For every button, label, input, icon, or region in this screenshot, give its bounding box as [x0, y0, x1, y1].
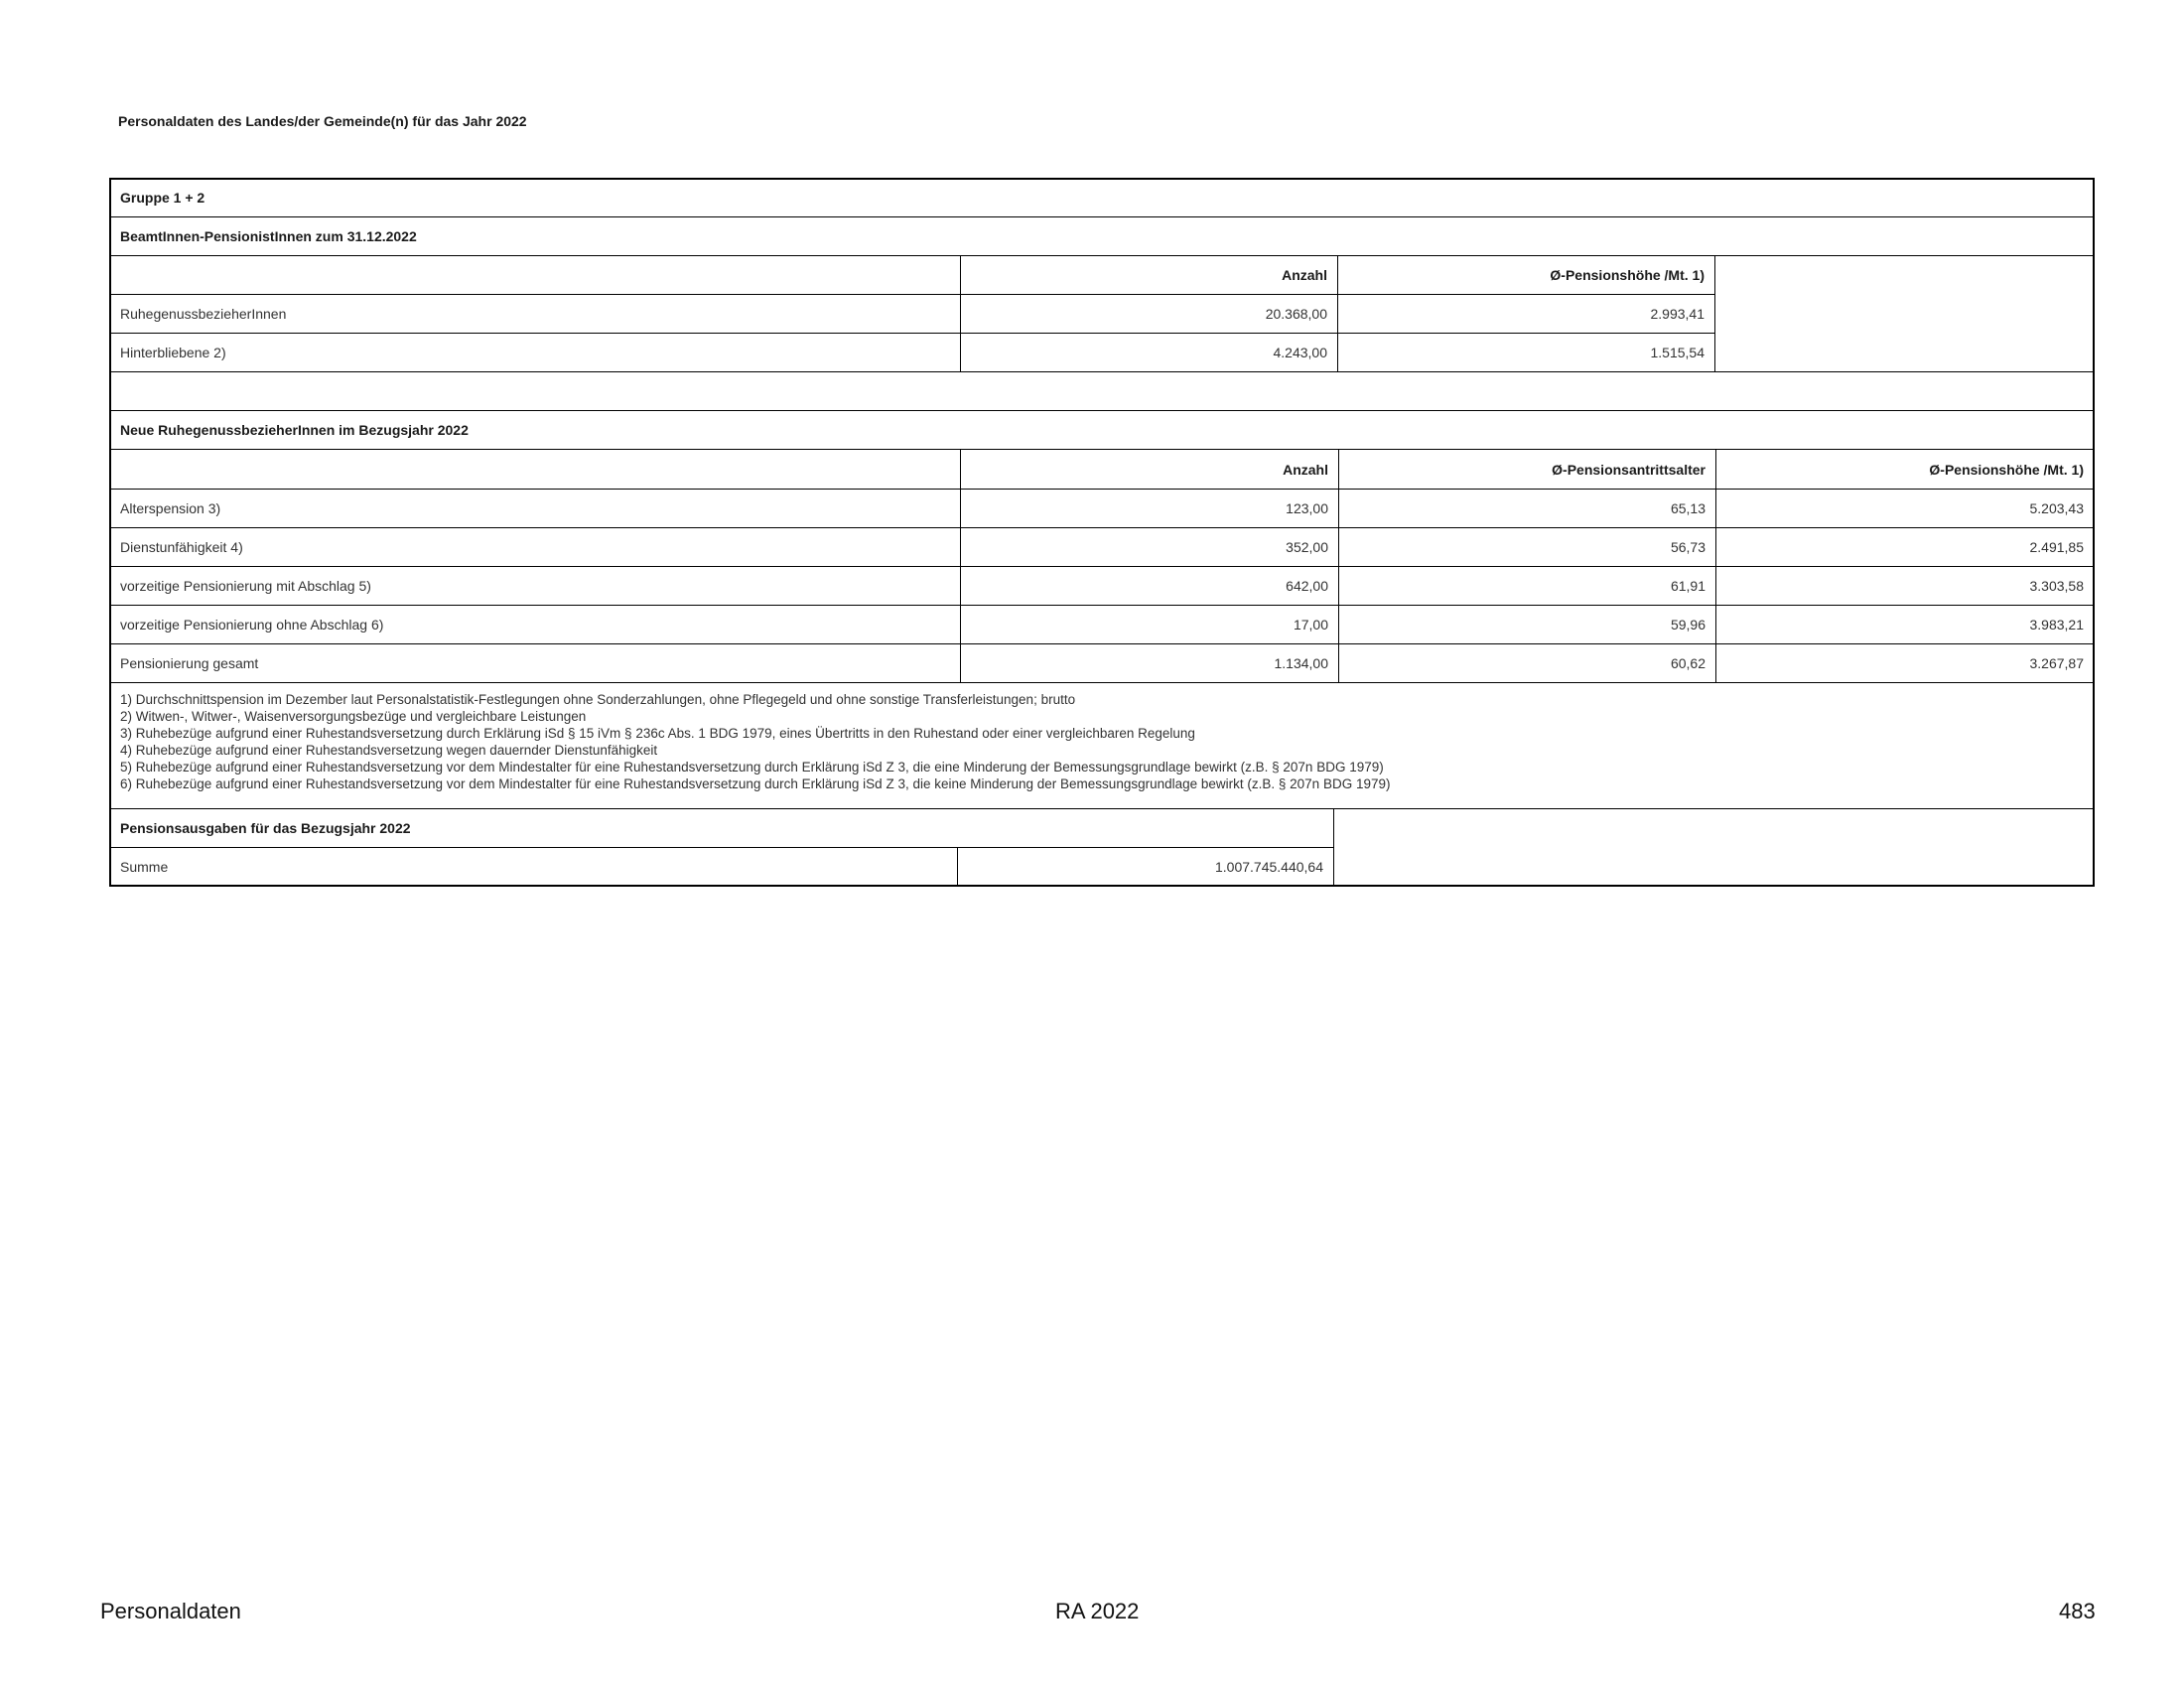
- table-row-label: Alterspension 3): [109, 489, 961, 528]
- table-cell-pensionshoehe: 2.993,41: [1337, 294, 1715, 334]
- table-cell-antrittsalter: 61,91: [1338, 566, 1716, 606]
- section2-col-anzahl: Anzahl: [960, 449, 1339, 490]
- group-header: Gruppe 1 + 2: [109, 178, 2095, 217]
- table-cell-anzahl: 20.368,00: [960, 294, 1338, 334]
- table-cell-pensionshoehe: 5.203,43: [1715, 489, 2095, 528]
- table-cell-pensionshoehe: 3.303,58: [1715, 566, 2095, 606]
- document-title: Personaldaten des Landes/der Gemeinde(n) für das Jahr 2022: [118, 113, 527, 129]
- table-cell-anzahl: 352,00: [960, 527, 1339, 567]
- table-cell-antrittsalter: 59,96: [1338, 605, 1716, 644]
- table-cell-anzahl: 4.243,00: [960, 333, 1338, 372]
- section2-col-pensionshoehe: Ø-Pensionshöhe /Mt. 1): [1715, 449, 2095, 490]
- footer-center: RA 2022: [1055, 1599, 1140, 1623]
- table-row-label: RuhegenussbezieherInnen: [109, 294, 961, 334]
- footnote: 2) Witwen-, Witwer-, Waisenversorgungsbezüge und vergleichbare Leistungen: [120, 709, 587, 724]
- footnote: 4) Ruhebezüge aufgrund einer Ruhestandsversetzung wegen dauernder Dienstunfähigkeit: [120, 743, 658, 758]
- table-cell-antrittsalter: 56,73: [1338, 527, 1716, 567]
- table-cell-antrittsalter: 60,62: [1338, 643, 1716, 683]
- section1-col-pensionshoehe: Ø-Pensionshöhe /Mt. 1): [1337, 255, 1715, 295]
- table-cell-pensionshoehe: 3.267,87: [1715, 643, 2095, 683]
- summe-value: 1.007.745.440,64: [957, 847, 1334, 887]
- table-cell-pensionshoehe: 2.491,85: [1715, 527, 2095, 567]
- table-cell-anzahl: 17,00: [960, 605, 1339, 644]
- table-cell-pensionshoehe: 1.515,54: [1337, 333, 1715, 372]
- section2-col-antrittsalter: Ø-Pensionsantrittsalter: [1338, 449, 1716, 490]
- section1-header-blank: [109, 255, 961, 295]
- section1-side-blank: [1714, 255, 2095, 372]
- table-cell-anzahl: 642,00: [960, 566, 1339, 606]
- footnote: 6) Ruhebezüge aufgrund einer Ruhestandsversetzung vor dem Mindestalter für eine Ruhestandsversetzung durch Erklärung iSd Z 3, die keine Minderung der Bemessungsgrundlage bewirkt (z.B. § 207n BDG 1979): [120, 776, 1391, 791]
- section2-title: Neue RuhegenussbezieherInnen im Bezugsjahr 2022: [109, 410, 2095, 450]
- footnote: 1) Durchschnittspension im Dezember laut Personalstatistik-Festlegungen ohne Sonderzahlungen, ohne Pflegegeld und ohne sonstige Transferleistungen; brutto: [120, 692, 1076, 707]
- table-cell-pensionshoehe: 3.983,21: [1715, 605, 2095, 644]
- footnotes: [109, 682, 2095, 809]
- section2-header-blank: [109, 449, 961, 490]
- table-row-label: Hinterbliebene 2): [109, 333, 961, 372]
- section3-title: Pensionsausgaben für das Bezugsjahr 2022: [109, 808, 1334, 848]
- table-cell-anzahl: 123,00: [960, 489, 1339, 528]
- section1-col-anzahl: Anzahl: [960, 255, 1338, 295]
- table-row-label: vorzeitige Pensionierung ohne Abschlag 6): [109, 605, 961, 644]
- table-cell-antrittsalter: 65,13: [1338, 489, 1716, 528]
- table-row-label: Pensionierung gesamt: [109, 643, 961, 683]
- section1-title: BeamtInnen-PensionistInnen zum 31.12.2022: [109, 216, 2095, 256]
- spacer-row: [109, 371, 2095, 411]
- table-cell-anzahl: 1.134,00: [960, 643, 1339, 683]
- footer-page-number: 483: [2059, 1599, 2096, 1623]
- footnote: 3) Ruhebezüge aufgrund einer Ruhestandsversetzung durch Erklärung iSd § 15 iVm § 236c Abs. 1 BDG 1979, eines Übertritts in den Ruhestand oder einer vergleichbaren Regelung: [120, 726, 1195, 741]
- section3-side-blank: [1333, 808, 2095, 887]
- table-row-label: Dienstunfähigkeit 4): [109, 527, 961, 567]
- table-row-label: vorzeitige Pensionierung mit Abschlag 5): [109, 566, 961, 606]
- summe-label: Summe: [109, 847, 958, 887]
- footer-left: Personaldaten: [100, 1599, 241, 1623]
- footnote: 5) Ruhebezüge aufgrund einer Ruhestandsversetzung vor dem Mindestalter für eine Ruhestandsversetzung durch Erklärung iSd Z 3, die eine Minderung der Bemessungsgrundlage bewirkt (z.B. § 207n BDG 1979): [120, 760, 1384, 774]
